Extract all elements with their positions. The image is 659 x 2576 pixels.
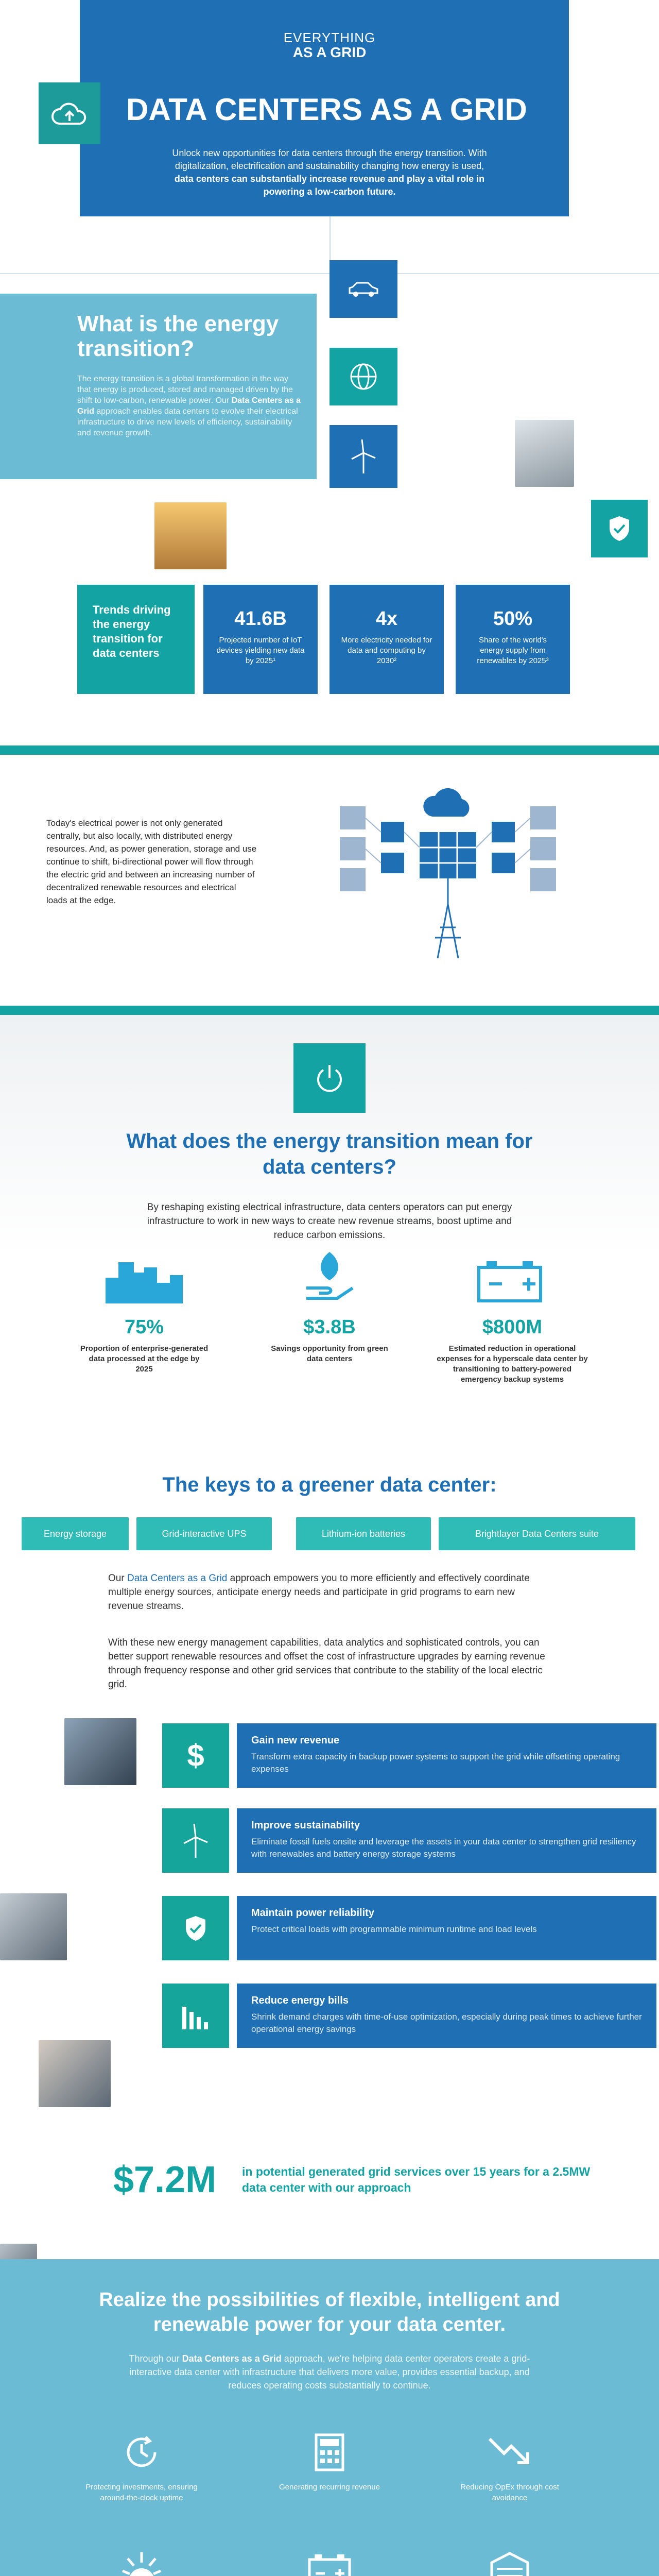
- feature-label: Protecting investments, ensuring around-the-clock uptime: [85, 2483, 198, 2502]
- feature-item: [75, 2432, 209, 2503]
- benefit-title: Reduce energy bills: [251, 1995, 349, 2006]
- feature-item: [75, 2550, 209, 2576]
- page-title: DATA CENTERS AS A GRID: [126, 92, 527, 127]
- big-stat-text: in potential generated grid services over 15 years for a 2.5MW data center with our approach: [242, 2165, 591, 2194]
- car-icon: [330, 260, 397, 318]
- benefit-title: Gain new revenue: [251, 1735, 340, 1746]
- distributed-grid-diagram: [330, 783, 566, 963]
- clock-arrow-icon: [121, 2432, 162, 2473]
- transition-body-2: approach enables data centers to evolve their electrical infrastructure to drive new levels of efficiency, sustainability and revenue growth.: [77, 407, 298, 437]
- meaning-stat-value: $3.8B: [303, 1316, 356, 1338]
- meaning-stat-value: $800M: [482, 1316, 543, 1338]
- transition-heading: What is the energy transition?: [77, 311, 279, 361]
- money-hand-icon: [301, 1247, 358, 1309]
- worker-photo: [154, 502, 227, 569]
- hero-intro-bold: data centers can substantially increase revenue and play a vital role in powering a low-carbon future.: [174, 174, 485, 197]
- globe-icon: [330, 348, 397, 405]
- key-pill-grid-ups: Grid-interactive UPS: [136, 1517, 272, 1550]
- feature-label: Generating recurring revenue: [279, 2483, 380, 2492]
- shield-check-icon: [591, 500, 648, 557]
- feature-item: [263, 2432, 396, 2493]
- feature-label: Reducing OpEx through cost avoidance: [460, 2483, 559, 2502]
- key-pill-lithium: Lithium-ion batteries: [296, 1517, 431, 1550]
- benefit-row: [162, 1808, 656, 1873]
- stat-label: More electricity needed for data and computing by 2030²: [341, 636, 432, 665]
- meaning-body: By reshaping existing electrical infrastructure, data centers operators can put energy infrastructure to work in new ways to create new revenue streams, boost uptime and reduce carbon emissions.: [147, 1202, 512, 1241]
- feature-item: [443, 2550, 577, 2576]
- stat-value: 4x: [375, 608, 398, 630]
- feature-item: [263, 2550, 396, 2576]
- meaning-stat-label: Savings opportunity from green data centers: [271, 1344, 388, 1363]
- teal-divider: [0, 745, 659, 755]
- stat-label: Projected number of IoT devices yielding new data by 2025¹: [216, 636, 305, 665]
- possibilities-body: [113, 2352, 546, 2392]
- keys-para-1-link: Data Centers as a Grid: [127, 1573, 228, 1584]
- battery-icon: [474, 1257, 546, 1303]
- brand-line-2: AS A GRID: [292, 44, 367, 60]
- keys-para-1: [108, 1571, 551, 1613]
- meaning-heading: What does the energy transition mean for data centers?: [126, 1130, 533, 1178]
- meaning-stat-value: 75%: [124, 1316, 164, 1338]
- meaning-stat-label: Proportion of enterprise-generated data processed at the edge by 2025: [80, 1344, 209, 1374]
- possibilities-body-a: Through our: [129, 2353, 180, 2364]
- brand-line-1: EVERYTHING: [283, 30, 376, 45]
- benefit-text: [237, 1896, 656, 1960]
- cloud-upload-icon: [39, 82, 100, 144]
- keys-heading: The keys to a greener data center:: [162, 1473, 497, 1496]
- stat-iot: [203, 585, 318, 694]
- trend-down-icon: [487, 2432, 533, 2473]
- benefit-desc: Transform extra capacity in backup power systems to support the grid while offsetting operating expenses: [251, 1752, 620, 1774]
- city-icon: [106, 1257, 183, 1303]
- server-room-photo: [0, 1893, 67, 1960]
- bar-chart-icon: [162, 1984, 229, 2048]
- benefit-row: [162, 1984, 656, 2048]
- tablet-photo: [64, 1718, 136, 1785]
- engineer-photo: [515, 420, 574, 487]
- svg-text:$: $: [187, 1738, 204, 1773]
- benefit-row: [162, 1723, 656, 1788]
- calculator-icon: [309, 2432, 350, 2473]
- benefit-desc: Eliminate fossil fuels onsite and leverage the assets in your data center to strengthen grid resiliency with renewables and battery energy storage systems: [251, 1837, 636, 1859]
- distributed-text: Today's electrical power is not only generated centrally, but also locally, with distributed energy resources. And, as power generation, storage and use continue to shift, bi-directional power will flow through the electric grid and between an increasing number of decentralized renewable resources and electrical loads at the edge.: [46, 818, 257, 905]
- benefit-title: Improve sustainability: [251, 1820, 360, 1831]
- technician-photo: [39, 2040, 111, 2107]
- trends-label: Trends driving the energy transition for data centers: [93, 603, 171, 659]
- wind-turbine-icon: [330, 425, 397, 488]
- building-icon: [487, 2550, 533, 2576]
- benefit-text: [237, 1984, 656, 2048]
- hero-intro: [170, 147, 489, 198]
- key-pill-energy-storage: Energy storage: [22, 1517, 129, 1550]
- benefit-title: Maintain power reliability: [251, 1907, 374, 1919]
- keys-para-1-b: approach empowers you to more efficiently and effectively coordinate multiple energy sources, anticipate energy needs and participate in grid programs to earn new revenue streams.: [108, 1573, 530, 1612]
- transition-body-bold: Data Centers as a Grid: [77, 396, 301, 416]
- transition-body-1: The energy transition is a global transformation in the way that energy is produced, stored and managed driven by the shift to low-carbon, renewable power. Our: [77, 375, 293, 405]
- possibilities-body-bold: Data Centers as a Grid: [182, 2353, 282, 2364]
- keys-para-2: With these new energy management capabilities, data analytics and sophisticated controls, you can better support renewable resources and offset the cost of infrastructure upgrades by earning revenue through frequency response and other grid services that contribute to the stability of the local electric grid.: [108, 1637, 545, 1690]
- possibilities-body-b: approach, we're helping data center operators create a grid-interactive data center with infrastructure that delivers more value, provides essential backup, and reduces operating costs substantially to continue.: [129, 2353, 530, 2391]
- stat-value: 41.6B: [234, 608, 287, 630]
- possibilities-heading: Realize the possibilities of flexible, intelligent and renewable power for your data center.: [99, 2289, 560, 2335]
- stat-electricity: [330, 585, 444, 694]
- benefit-text: [237, 1808, 656, 1873]
- stat-label: Share of the world's energy supply from renewables by 2025³: [477, 636, 549, 665]
- feature-item: [443, 2432, 577, 2503]
- shield-check-icon: [162, 1896, 229, 1960]
- sun-icon: [118, 2550, 165, 2576]
- hero-intro-text: Unlock new opportunities for data centers through the energy transition. With digitalization, electrification and sustainability changing how energy is used,: [172, 148, 487, 171]
- keys-para-1-a: Our: [108, 1573, 125, 1584]
- benefit-desc: Protect critical loads with programmable minimum runtime and load levels: [251, 1924, 537, 1934]
- big-stat-value: $7.2M: [113, 2159, 217, 2200]
- battery-icon: [306, 2550, 353, 2576]
- wind-turbine-icon: [162, 1808, 229, 1873]
- benefit-desc: Shrink demand charges with time-of-use optimization, especially during peak times to achieve further operational energy savings: [251, 2012, 642, 2034]
- power-icon: [293, 1043, 366, 1113]
- stat-value: 50%: [493, 608, 533, 630]
- key-pill-brightlayer: Brightlayer Data Centers suite: [439, 1517, 635, 1550]
- connector-line: [330, 216, 331, 263]
- dollar-icon: [162, 1723, 229, 1788]
- teal-divider: [0, 1006, 659, 1015]
- benefit-row: [162, 1896, 656, 1960]
- stat-renewables: [456, 585, 570, 694]
- benefit-text: [237, 1723, 656, 1788]
- transition-body: [77, 374, 304, 438]
- meaning-stat-label: Estimated reduction in operational expenses for a hyperscale data center by transitioning to battery-powered emergency backup systems: [437, 1344, 588, 1384]
